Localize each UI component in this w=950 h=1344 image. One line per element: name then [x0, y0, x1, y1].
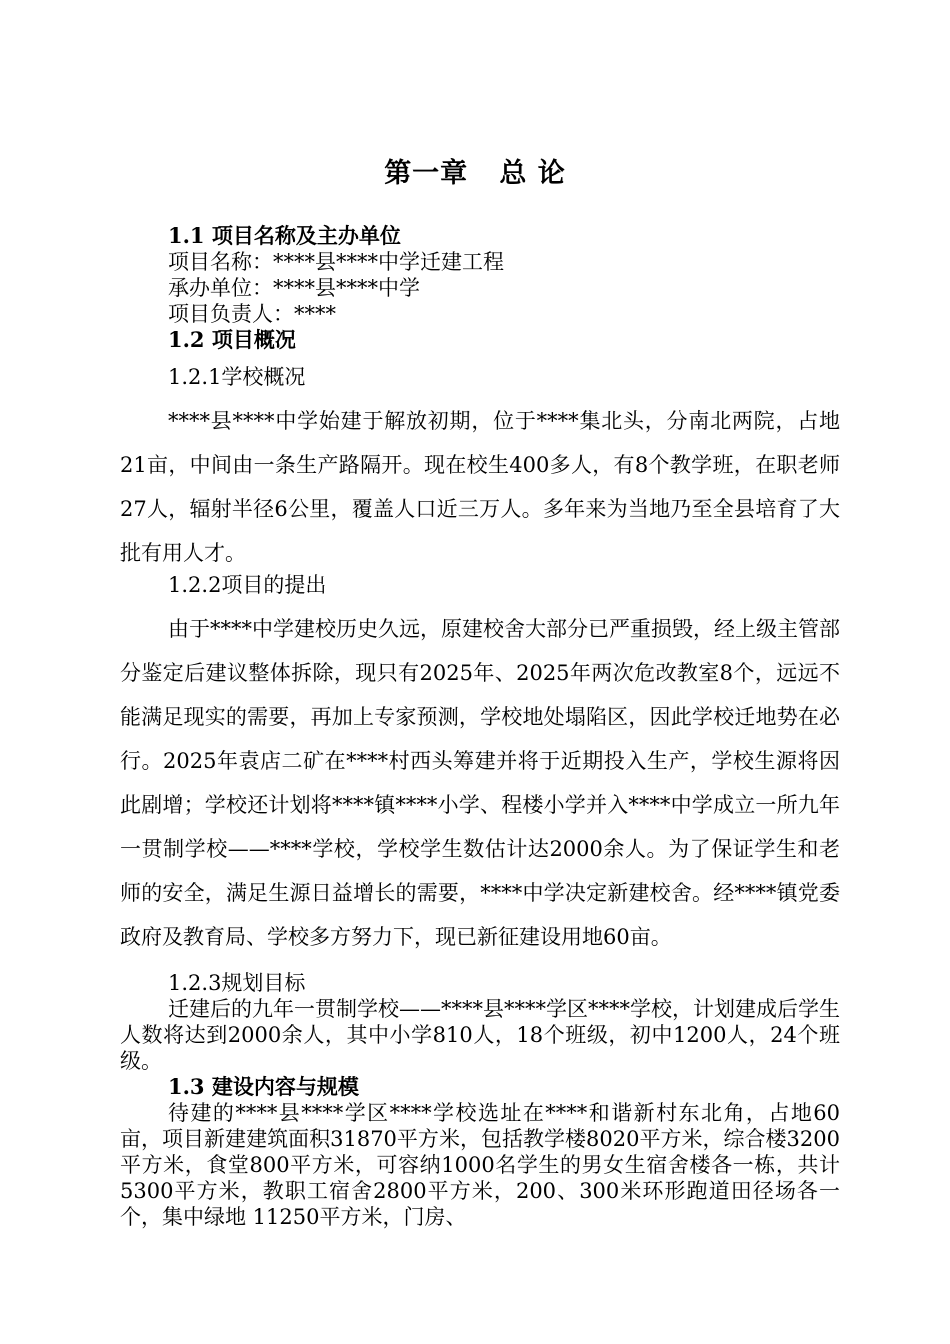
- section-1-1: [120, 223, 840, 353]
- planning-goal-paragraph: 迁建后的九年一贯制学校——****县****学区****学校，计划建成后学生人数将达到2000余人，其中小学810人，18个班级，初中1200人，24个班级。: [120, 997, 840, 1073]
- project-leader-line: 项目负责人：****: [168, 302, 336, 326]
- section-1-2-3: [120, 970, 840, 1230]
- section-1-1-heading: 1.1 项目名称及主办单位: [168, 223, 401, 248]
- section-1-3-heading: 1.3 建设内容与规模: [168, 1074, 359, 1099]
- section-1-2-3-heading: 1.2.3规划目标: [168, 971, 306, 995]
- section-1-2-1-heading: 1.2.1学校概况: [168, 365, 306, 389]
- section-1-2-2-heading: 1.2.2项目的提出: [168, 573, 327, 597]
- section-1-2-2: [120, 563, 840, 959]
- chapter-title: 第一章 总 论: [384, 158, 566, 189]
- school-overview-paragraph: ****县****中学始建于解放初期，位于****集北头，分南北两院，占地21亩，中间由一条生产路隔开。现在校生400多人，有8个教学班，在职老师27人，辐射半径6公里，覆盖人口近三万人。多年来为当地乃至全县培育了大批有用人才。: [120, 409, 840, 565]
- section-1-2-1: [120, 355, 840, 575]
- section-1-2-heading: 1.2 项目概况: [168, 327, 296, 352]
- project-proposal-paragraph: 由于****中学建校历史久远，原建校舍大部分已严重损毁，经上级主管部分鉴定后建议整体拆除，现只有2025年、2025年两次危改教室8个，远远不能满足现实的需要，再加上专家预测，学校地处塌陷区，因此学校迁地势在必行。2025年袁店二矿在****村西头筹建并将于近期投入生产，学校生源将因此剧增；学校还计划将****镇****小学、程楼小学并入****中学成立一所九年一贯制学校——****学校，学校学生数估计达2000余人。为了保证学生和老师的安全，满足生源日益增长的需要，****中学决定新建校舍。经****镇党委政府及教育局、学校多方努力下，现已新征建设用地60亩。: [120, 617, 840, 949]
- project-name-line: 项目名称：****县****中学迁建工程: [168, 250, 504, 274]
- construction-content-paragraph: 待建的****县****学区****学校选址在****和谐新村东北角，占地60亩，项目新建建筑面积31870平方米，包括教学楼8020平方米，综合楼3200平方米，食堂800平方米，可容纳1000名学生的男女生宿舍楼各一栋，共计5300平方米，教职工宿舍2800平方米，200、300米环形跑道田径场各一个，集中绿地 11250平方米，门房、: [120, 1101, 840, 1229]
- host-unit-line: 承办单位：****县****中学: [168, 276, 420, 300]
